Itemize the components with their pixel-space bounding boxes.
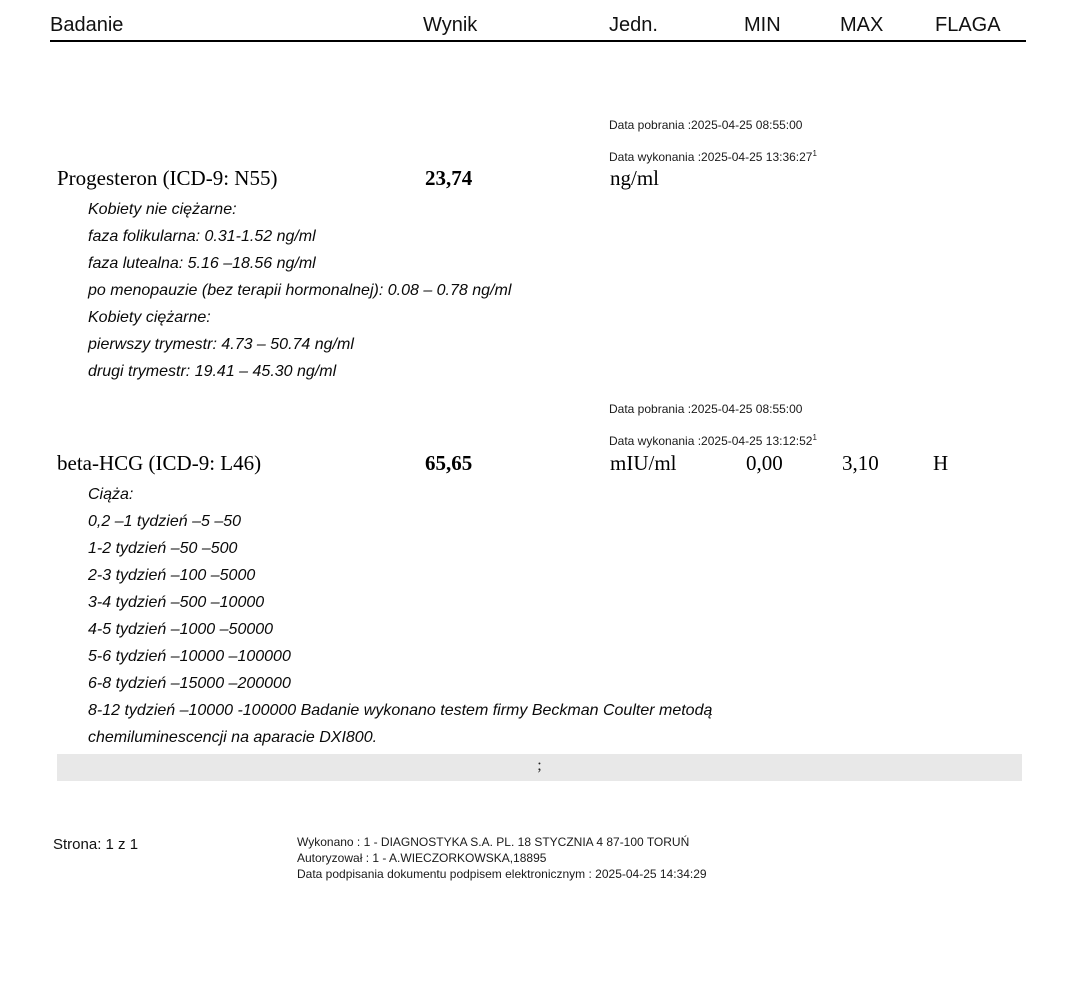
- reference-line: Kobiety ciężarne:: [88, 309, 211, 326]
- test-result: 65,65: [425, 451, 473, 475]
- test-max: 3,10: [842, 451, 879, 475]
- test-unit: mIU/ml: [610, 451, 677, 475]
- test-name: Progesteron (ICD-9: N55): [57, 166, 278, 190]
- column-header-max: MAX: [840, 14, 884, 36]
- authorized-by-line: Autoryzował : 1 - A.WIECZORKOWSKA,18895: [297, 851, 547, 865]
- execution-date: [609, 434, 817, 448]
- execution-date-text: Data wykonania :2025-04-25 13:36:27: [609, 150, 813, 164]
- execution-date-footnote: 1: [812, 433, 817, 442]
- reference-line: Ciąża:: [88, 486, 134, 503]
- reference-line: faza folikularna: 0.31-1.52 ng/ml: [88, 228, 316, 245]
- reference-line: 4-5 tydzień –1000 –50000: [88, 621, 274, 638]
- test-name: beta-HCG (ICD-9: L46): [57, 451, 262, 475]
- execution-date-text: Data wykonania :2025-04-25 13:12:52: [609, 434, 813, 448]
- column-header-wynik: Wynik: [423, 14, 478, 36]
- execution-date-footnote: 1: [812, 149, 817, 158]
- reference-ranges: [88, 196, 511, 385]
- execution-date: [609, 150, 817, 164]
- reference-line: 3-4 tydzień –500 –10000: [88, 594, 265, 611]
- section-separator-bar: [57, 754, 1022, 781]
- reference-line: po menopauzie (bez terapii hormonalnej): 0.08 – 0.78 ng/ml: [88, 282, 512, 299]
- reference-line: 1-2 tydzień –50 –500: [88, 540, 238, 557]
- signed-date-line: Data podpisania dokumentu podpisem elektronicznym : 2025-04-25 14:34:29: [297, 867, 707, 881]
- column-header-jedn: Jedn.: [609, 14, 658, 36]
- signature-block: [297, 834, 707, 882]
- separator-glyph: ;: [537, 757, 542, 774]
- reference-ranges: [88, 481, 712, 751]
- reference-line: Kobiety nie ciężarne:: [88, 201, 237, 218]
- reference-line: faza lutealna: 5.16 –18.56 ng/ml: [88, 255, 316, 272]
- test-result: 23,74: [425, 166, 473, 190]
- reference-line: 0,2 –1 tydzień –5 –50: [88, 513, 242, 530]
- reference-line: drugi trymestr: 19.41 – 45.30 ng/ml: [88, 363, 337, 380]
- reference-line: chemiluminescencji na aparacie DXI800.: [88, 729, 378, 746]
- reference-line: 2-3 tydzień –100 –5000: [88, 567, 256, 584]
- column-header-min: MIN: [744, 14, 781, 36]
- collection-date: Data pobrania :2025-04-25 08:55:00: [609, 118, 803, 132]
- page-number: Strona: 1 z 1: [53, 836, 139, 853]
- test-unit: ng/ml: [610, 166, 660, 190]
- test-min: 0,00: [746, 451, 783, 475]
- header-rule: [50, 40, 1026, 42]
- reference-line: 5-6 tydzień –10000 –100000: [88, 648, 291, 665]
- column-header-flaga: FLAGA: [935, 14, 1001, 36]
- collection-date: Data pobrania :2025-04-25 08:55:00: [609, 402, 803, 416]
- test-flag: H: [933, 451, 949, 475]
- reference-line: 6-8 tydzień –15000 –200000: [88, 675, 291, 692]
- column-header-badanie: Badanie: [50, 14, 124, 36]
- reference-line: 8-12 tydzień –10000 -100000 Badanie wykonano testem firmy Beckman Coulter metodą: [88, 702, 713, 719]
- performed-by-line: Wykonano : 1 - DIAGNOSTYKA S.A. PL. 18 STYCZNIA 4 87-100 TORUŃ: [297, 835, 690, 849]
- reference-line: pierwszy trymestr: 4.73 – 50.74 ng/ml: [88, 336, 354, 353]
